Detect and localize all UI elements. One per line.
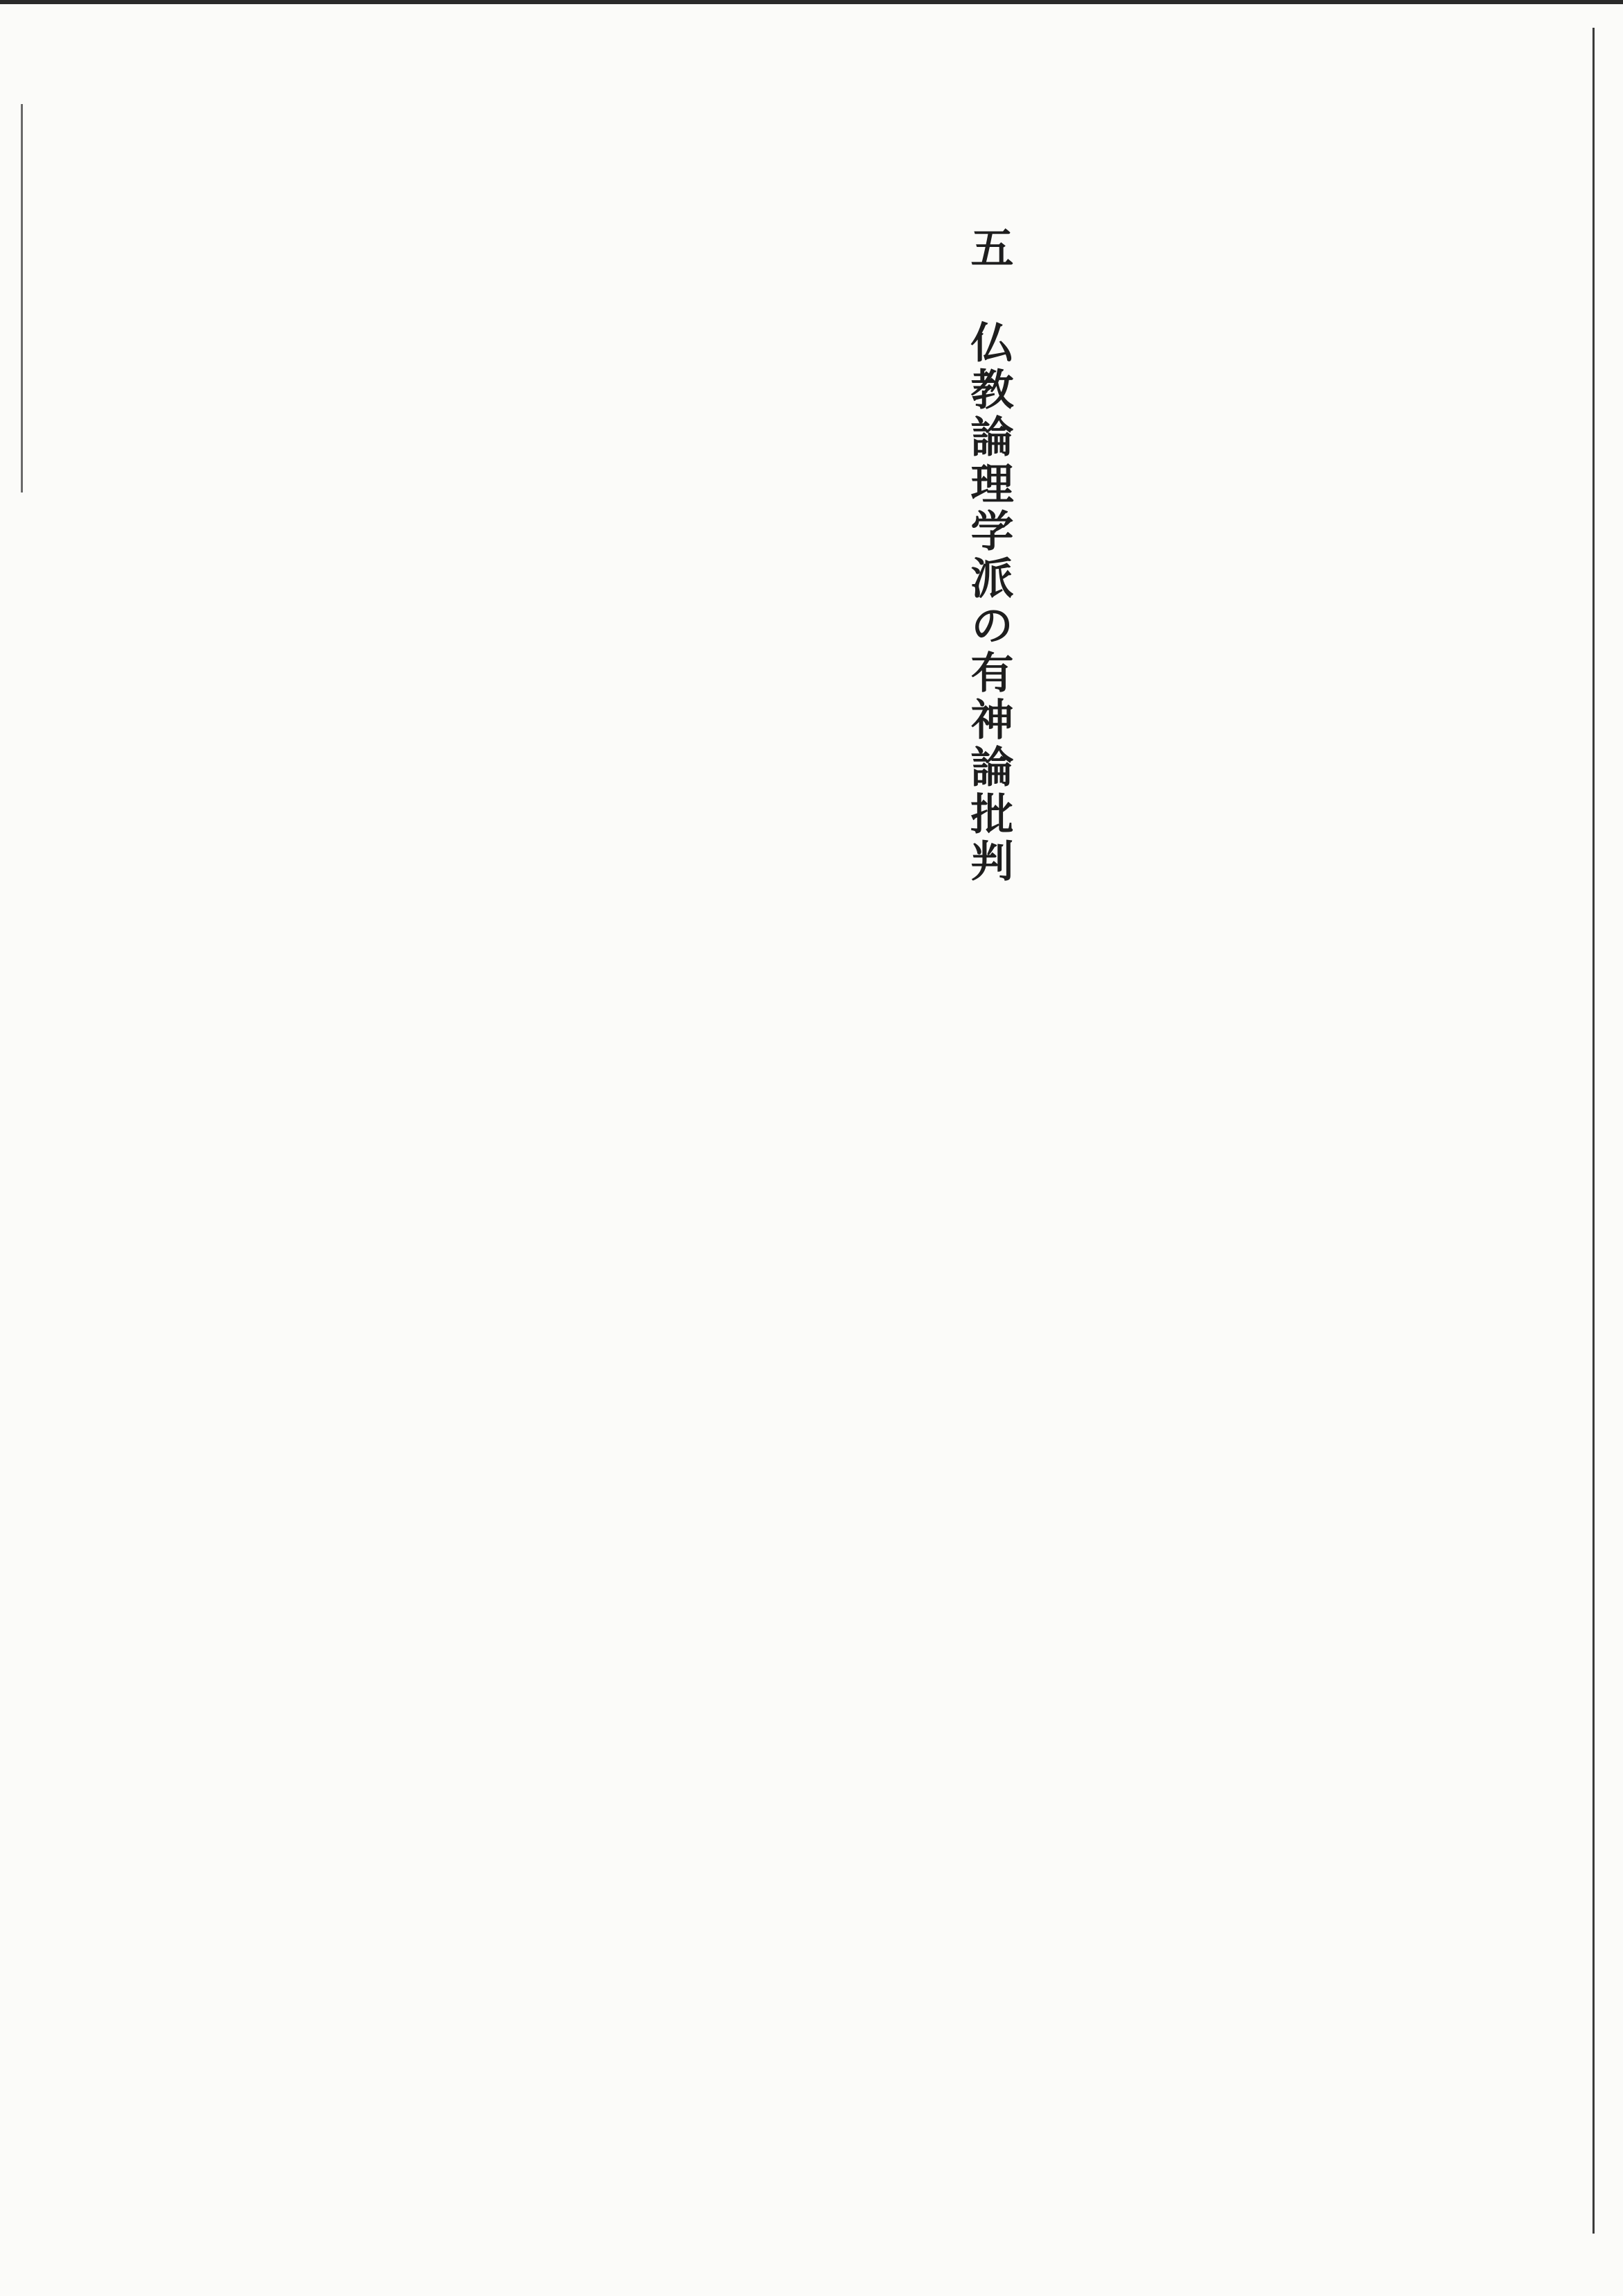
- scan-left-edge: [21, 104, 23, 492]
- section-heading: 五 仏教論理学派の有神論批判: [963, 225, 1014, 886]
- scan-right-edge: [1592, 28, 1595, 2234]
- scan-top-edge: [0, 0, 1623, 4]
